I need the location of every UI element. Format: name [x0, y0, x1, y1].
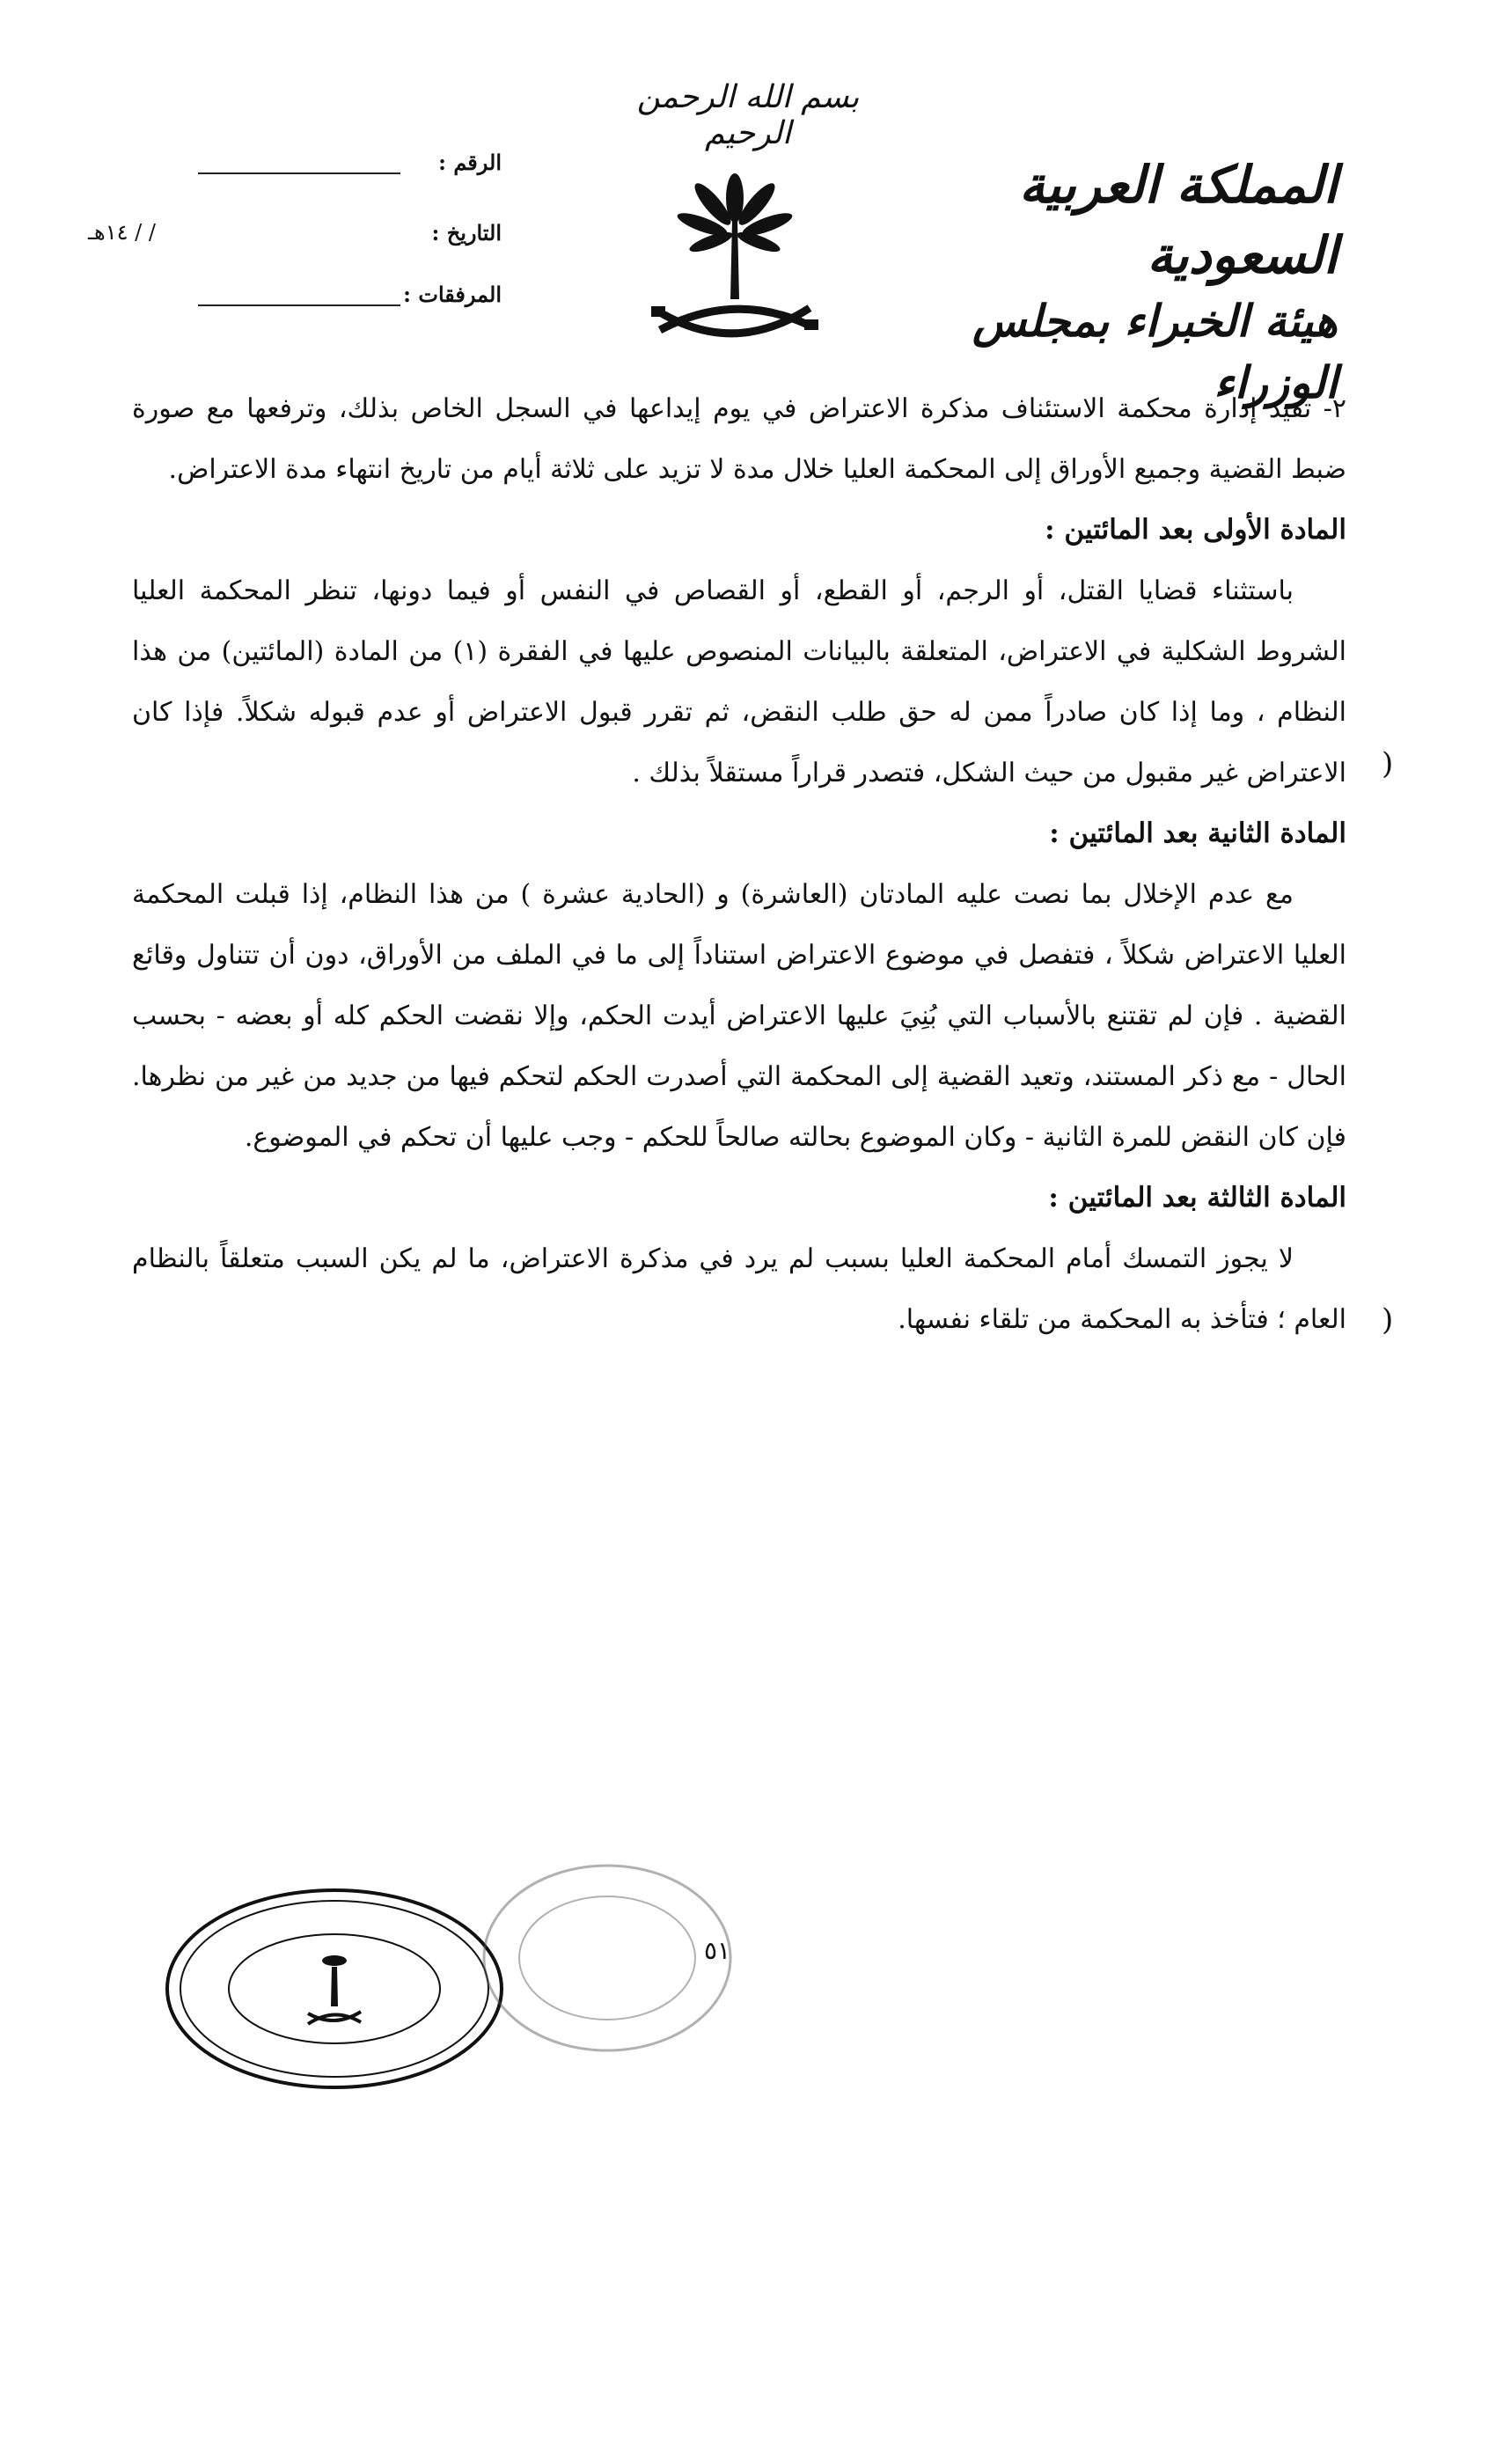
basmala: بسم الله الرحمن الرحيم: [636, 79, 860, 151]
margin-mark-icon: ): [1382, 1302, 1394, 1338]
official-seal-icon: [158, 1883, 510, 2094]
number-line: [198, 172, 400, 174]
paragraph-clause-2: ٢- تقيد إدارة محكمة الاستئناف مذكرة الاعتراض في يوم إيداعها في السجل الخاص بذلك، وترفعها مع صورة ضبط القضية وجميع الأوراق إلى المحكمة العليا خلال مدة لا تزيد على ثلاثة أيام من تاريخ انتهاء مدة الاعتراض.: [132, 393, 1346, 485]
date-field: [88, 220, 502, 255]
faint-stamp-icon: [475, 1857, 739, 2059]
attachments-label: المرفقات :: [403, 282, 502, 307]
attachments-field: [88, 282, 502, 317]
article-heading-201: المادة الأولى بعد المائتين :: [1045, 514, 1346, 546]
page-number: ٥١: [704, 1936, 731, 1965]
paragraph-article-203: لا يجوز التمسك أمام المحكمة العليا بسبب لم يرد في مذكرة الاعتراض، ما لم يكن السبب متعلقاً بالنظام العام ؛ فتأخذ به المحكمة من تلقاء نفسها.: [132, 1243, 1346, 1335]
number-label: الرقم :: [438, 150, 502, 175]
article-heading-202: المادة الثانية بعد المائتين :: [1049, 818, 1346, 849]
paragraph-article-202: مع عدم الإخلال بما نصت عليه المادتان (العاشرة) و (الحادية عشرة ) من هذا النظام، إذا قبلت المحكمة العليا الاعتراض شكلاً ، فتفصل في موضوع الاعتراض استناداً إلى ما في الملف من الأوراق، دون أن تتناول وقائع القضية . فإن لم تقتنع بالأسباب التي بُنِيَ عليها الاعتراض أيدت الحكم، وإلا نقضت الحكم كله أو بعضه - بحسب الحال - مع ذكر المستند، وتعيد القضية إلى المحكمة التي أصدرت الحكم لتحكم فيها من جديد من غير من نظرها. فإن كان النقض للمرة الثانية - وكان الموضوع بحالته صالحاً للحكم - وجب عليها أن تحكم في الموضوع.: [132, 879, 1346, 1153]
date-label: التاريخ :: [431, 220, 502, 246]
number-field: [88, 150, 502, 185]
organization-header: [880, 150, 1338, 414]
attachments-line: [198, 304, 400, 306]
palm-swords-emblem-icon: [634, 158, 836, 361]
date-value: / / ١٤هـ: [88, 220, 156, 245]
paragraph-article-201: باستثناء قضايا القتل، أو الرجم، أو القطع، أو القصاص في النفس أو فيما دونها، تنظر المحكمة العليا الشروط الشكلية في الاعتراض، المتعلقة بالبيانات المنصوص عليها في الفقرة (١) من المادة (المائتين) من هذا النظام ، وما إذا كان صادراً ممن له حق طلب النقض، ثم تقرر قبول الاعتراض أو عدم قبوله شكلاً. فإذا كان الاعتراض غير مقبول من حيث الشكل، فتصدر قراراً مستقلاً بذلك .: [132, 576, 1346, 788]
org-name-line1: المملكة العربية السعودية: [1019, 155, 1338, 285]
org-name-line2: هيئة الخبراء بمجلس الوزراء: [972, 295, 1338, 408]
margin-mark-icon: ): [1382, 746, 1394, 781]
document-body: [132, 378, 1346, 1350]
article-heading-203: المادة الثالثة بعد المائتين :: [1048, 1182, 1346, 1214]
